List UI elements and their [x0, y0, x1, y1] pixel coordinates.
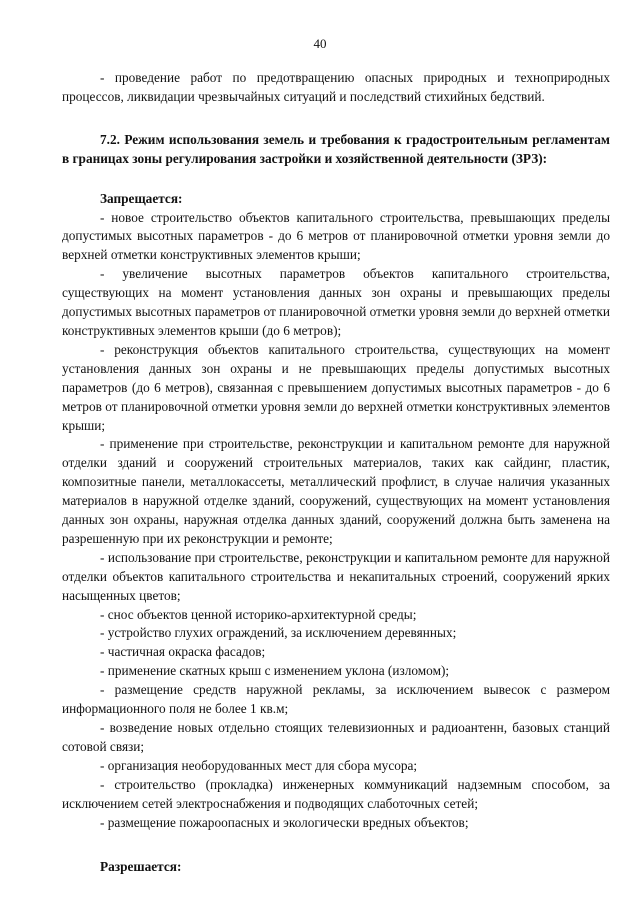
list-item: - возведение новых отдельно стоящих телевизионных и радиоантенн, базовых станций сотовой связи;: [62, 720, 610, 754]
list-item: - реконструкция объектов капитального строительства, существующих на момент установления данных зон охраны и не превышающих пределы допустимых высотных параметров (до 6 метров), связанная с превышением допустимых высотных параметров - до 6 метров от планировочной отметки уровня земли до верхней отметки конструктивных элементов крыши;: [62, 341, 610, 433]
document-body: [62, 69, 610, 877]
list-item: - новое строительство объектов капитального строительства, превышающих пределы допустимых высотных параметров - до 6 метров от планировочной отметки уровня земли до верхней отметки конструктивных элементов крыши;: [62, 209, 610, 263]
list-item: - снос объектов ценной историко-архитектурной среды;: [100, 606, 417, 622]
list-item: - строительство (прокладка) инженерных коммуникаций надземным способом, за исключением сетей электроснабжения и подводящих слаботочных сетей;: [62, 776, 610, 811]
list-item: - применение скатных крыш с изменением уклона (изломом);: [100, 663, 450, 679]
section-heading: 7.2. Режим использования земель и требования к градостроительным регламентам в границах зоны регулирования застройки и хозяйственной деятельности (ЗРЗ):: [62, 131, 610, 166]
list-item: - частичная окраска фасадов;: [100, 644, 266, 660]
list-item: - увеличение высотных параметров объектов капитального строительства, существующих на момент установления данных зон охраны и превышающих пределы допустимых высотных параметров от планировочной отметки уровня земли до верхней отметки конструктивных элементов крыши (до 6 метров);: [62, 266, 610, 338]
list-item: - использование при строительстве, реконструкции и капитальном ремонте для наружной отделки объектов капитального строительства и некапитальных строений, сооружений ярких насыщенных цветов;: [62, 549, 610, 603]
list-item: - устройство глухих ограждений, за исключением деревянных;: [100, 625, 457, 641]
list-item: - размещение пожароопасных и экологически вредных объектов;: [100, 814, 469, 830]
prohibited-list: [62, 209, 610, 833]
intro-paragraph: - проведение работ по предотвращению опасных природных и техноприродных процессов, ликвидации чрезвычайных ситуаций и последствий стихийных бедствий.: [62, 70, 610, 104]
page-number: 40: [313, 36, 327, 51]
prohibited-heading: Запрещается:: [100, 190, 183, 206]
list-item: - размещение средств наружной рекламы, за исключением вывесок с размером информационного поля не более 1 кв.м;: [62, 682, 610, 717]
permitted-heading: Разрешается:: [100, 859, 182, 875]
list-item: - применение при строительстве, реконструкции и капитальном ремонте для наружной отделки зданий и сооружений строительных материалов, таких как сайдинг, пластик, композитные панели, металлокассеты, металлический профлист, в случае наличия указанных материалов в наружной отделке зданий, сооружений, существующих на момент установления данных зон охраны, наружная отделка данных зданий, сооружений должна быть заменена на разрешенную при их реконструкции и ремонте;: [62, 436, 610, 546]
list-item: - организация необорудованных мест для сбора мусора;: [100, 757, 418, 773]
